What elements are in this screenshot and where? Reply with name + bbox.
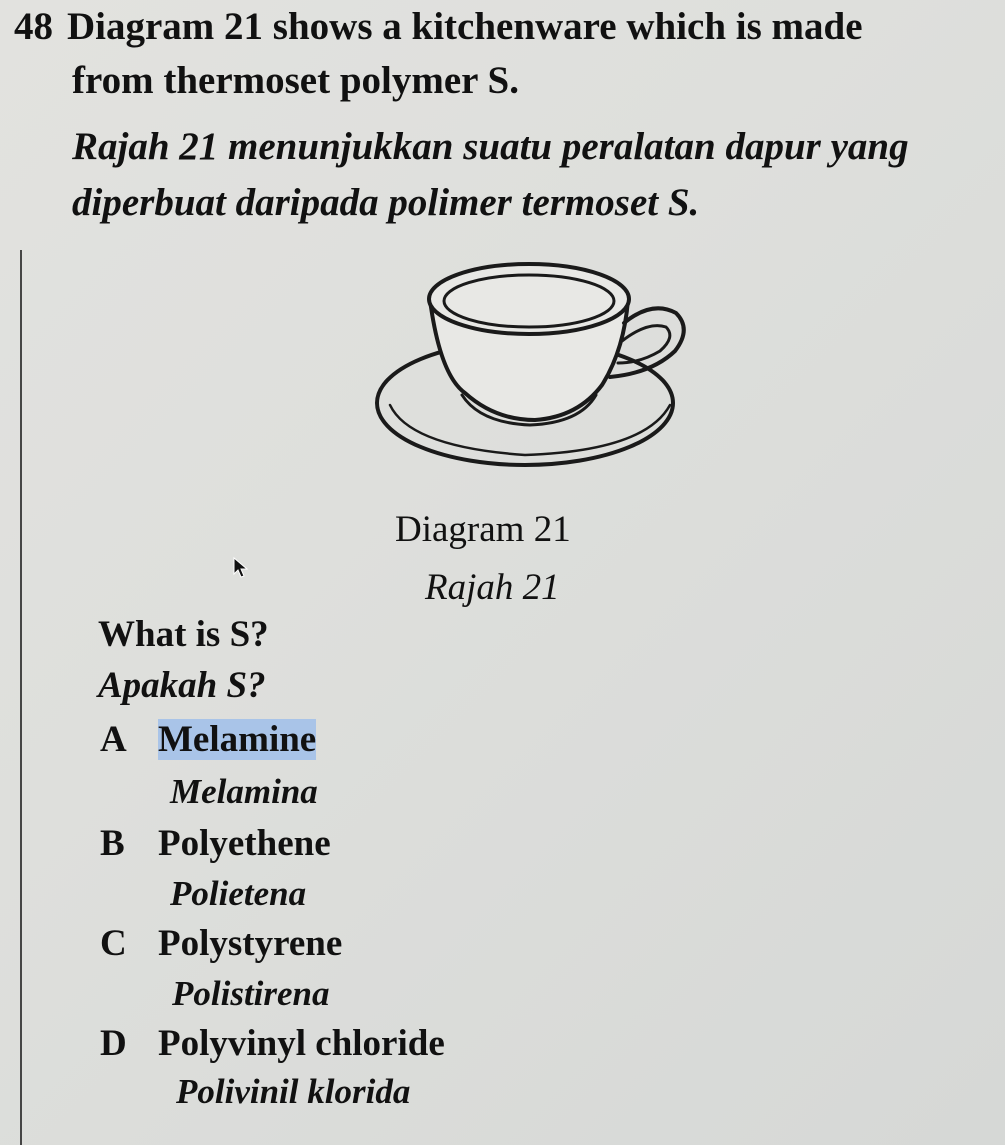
question-stem-ms-line2: diperbuat daripada polimer termoset S. bbox=[72, 181, 700, 224]
option-b-letter: B bbox=[100, 823, 125, 864]
option-b-text[interactable]: Polyethene bbox=[158, 823, 331, 864]
figure-caption-ms: Rajah 21 bbox=[425, 567, 560, 608]
prompt-ms: Apakah S? bbox=[98, 665, 266, 706]
question-stem-ms-line1: Rajah 21 menunjukkan suatu peralatan dapur yang bbox=[72, 125, 909, 168]
option-b-ms: Polietena bbox=[170, 874, 307, 913]
option-a-ms: Melamina bbox=[170, 772, 318, 811]
figure-caption-en: Diagram 21 bbox=[395, 509, 571, 550]
option-d[interactable] bbox=[100, 1022, 445, 1065]
option-c-letter: C bbox=[100, 923, 127, 964]
option-c-ms: Polistirena bbox=[172, 974, 330, 1013]
option-a-letter: A bbox=[100, 719, 127, 760]
option-c[interactable] bbox=[100, 922, 342, 965]
teacup-saucer-icon bbox=[370, 255, 700, 480]
margin-rule bbox=[20, 250, 22, 1145]
option-a[interactable] bbox=[100, 718, 316, 761]
option-c-text[interactable]: Polystyrene bbox=[158, 923, 343, 964]
prompt-en: What is S? bbox=[98, 614, 269, 655]
option-a-text[interactable]: Melamine bbox=[158, 719, 317, 760]
question-stem-en-line1 bbox=[14, 4, 863, 50]
option-b[interactable] bbox=[100, 822, 331, 865]
option-d-ms: Polivinil klorida bbox=[176, 1072, 411, 1111]
question-number: 48 bbox=[14, 5, 53, 48]
option-d-text[interactable]: Polyvinyl chloride bbox=[158, 1023, 445, 1064]
question-stem-en-text: Diagram 21 shows a kitchenware which is made bbox=[67, 5, 863, 48]
mouse-cursor-icon bbox=[232, 556, 250, 578]
question-stem-en-line2: from thermoset polymer S. bbox=[72, 59, 519, 102]
option-d-letter: D bbox=[100, 1023, 127, 1064]
